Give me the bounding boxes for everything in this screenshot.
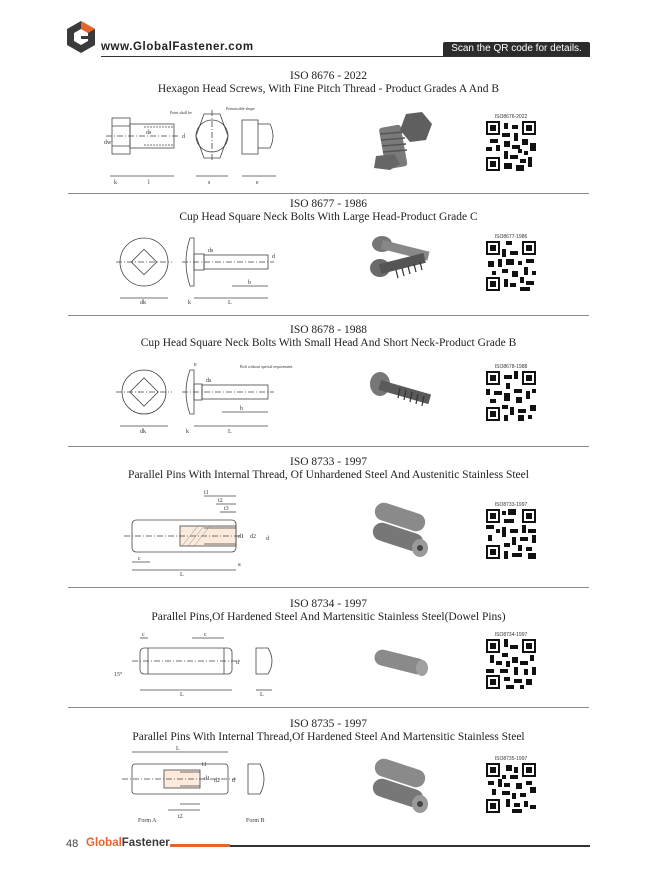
cup-head-bolt-small-photo: [366, 368, 436, 418]
section-title: Cup Head Square Neck Bolts With Large Head-Product Grade C: [179, 211, 478, 223]
section-divider: [68, 315, 589, 316]
dim-e: e: [194, 362, 197, 368]
dim-b: b: [248, 280, 251, 286]
dim-d1: d1: [238, 534, 244, 540]
section-divider: [68, 707, 589, 708]
dim-k: k: [114, 180, 117, 186]
dim-L-side: L: [260, 692, 264, 698]
note-point: Point shall be: [170, 110, 192, 115]
section-title: Parallel Pins With Internal Thread, Of Unhardened Steel And Austenitic Stainless Steel: [128, 469, 529, 481]
technical-drawing-parallel-pin-internal: [120, 490, 276, 576]
dim-d: d: [182, 134, 185, 140]
dim-c: c: [138, 556, 141, 562]
dim-c-right: c: [204, 632, 207, 638]
section-divider: [68, 587, 589, 588]
dim-d: d: [272, 254, 275, 260]
dowel-pin-photo: [368, 644, 432, 684]
section-code: ISO 8677 - 1986: [290, 198, 367, 210]
dim-t1: t1: [202, 762, 207, 768]
note-permissible: Permissible shape: [226, 106, 255, 111]
dim-t1: t1: [204, 490, 209, 496]
qr-code-iso-8733[interactable]: ISO8733-1997: [486, 502, 536, 560]
technical-drawing-cup-head-large: [112, 228, 282, 304]
footer-accent: [170, 844, 230, 847]
dim-b: b: [240, 406, 243, 412]
technical-drawing-cup-head-small: [112, 358, 293, 435]
qr-code-iso-8735[interactable]: ISO8735-1997: [486, 756, 536, 814]
dim-k: k: [186, 429, 189, 435]
cup-head-bolt-photo: [366, 232, 436, 290]
dim-ds: ds: [208, 248, 214, 254]
dim-d: d: [232, 778, 235, 784]
section-title: Parallel Pins With Internal Thread,Of Hardened Steel And Martensitic Stainless Steel: [132, 731, 525, 743]
technical-drawing-hex-screw: [100, 104, 292, 186]
dim-ds: ds: [146, 130, 152, 136]
dim-dk: dk: [140, 429, 146, 435]
qr-pattern: [486, 371, 536, 421]
qr-code-iso-8678[interactable]: ISO8678-1988: [486, 364, 536, 422]
dim-dw: dw: [104, 140, 112, 146]
dim-l: l: [148, 180, 150, 186]
qr-pattern: [486, 639, 536, 689]
global-fastener-logo: [66, 20, 96, 54]
section-code: ISO 8676 - 2022: [290, 70, 367, 82]
section-title: Hexagon Head Screws, With Fine Pitch Thread - Product Grades A And B: [157, 83, 500, 95]
qr-pattern: [486, 241, 536, 291]
website-url[interactable]: www.GlobalFastener.com: [101, 41, 254, 53]
parallel-pin-internal-photo: [366, 500, 436, 560]
section-divider: [68, 446, 589, 447]
qr-banner: Scan the QR code for details.: [443, 42, 590, 56]
dim-t3: t3: [224, 506, 229, 512]
footer-brand: [86, 837, 170, 849]
dim-L: L: [180, 692, 184, 698]
dim-L: L: [180, 572, 184, 578]
qr-pattern: [486, 509, 536, 559]
dim-s: s: [208, 180, 211, 186]
dim-e: e: [256, 180, 259, 186]
dim-d2: d2: [250, 534, 256, 540]
technical-drawing-parallel-pin-hardened: [108, 746, 284, 824]
section-code: ISO 8733 - 1997: [290, 456, 367, 468]
header-rule: [101, 56, 590, 57]
label-form-b: Form B: [246, 818, 265, 824]
qr-code-iso-8676[interactable]: ISO8676-2022: [486, 114, 536, 172]
qr-code-iso-8677[interactable]: ISO8677-1986: [486, 234, 536, 292]
dim-t2: t2: [178, 814, 183, 820]
parallel-pin-hardened-photo: [366, 756, 436, 816]
dim-a: a: [238, 562, 241, 568]
hex-screw-photo: [366, 106, 436, 172]
dim-dk: dk: [140, 300, 146, 306]
dim-ds: ds: [206, 378, 212, 384]
qr-pattern: [486, 121, 536, 171]
footer-brand-global: Global: [86, 837, 122, 849]
dim-k: k: [188, 300, 191, 306]
dim-L: L: [228, 429, 232, 435]
label-form-a: Form A: [138, 818, 157, 824]
dim-d2: d2: [214, 778, 220, 784]
page-number: 48: [66, 838, 79, 850]
dim-c: c: [142, 632, 145, 638]
footer-brand-fastener: Fastener: [121, 837, 170, 849]
dim-L: L: [176, 746, 180, 752]
section-code: ISO 8735 - 1997: [290, 718, 367, 730]
dim-d: d: [236, 660, 239, 666]
qr-code-iso-8734[interactable]: ISO8734-1997: [486, 632, 536, 690]
section-title: Cup Head Square Neck Bolts With Small Head And Short Neck-Product Grade B: [140, 337, 517, 349]
section-title: Parallel Pins,Of Hardened Steel And Martensitic Stainless Steel(Dowel Pins): [151, 611, 506, 623]
note-bolt: Bolt without special requirement: [240, 364, 293, 369]
dim-angle: 15°: [114, 672, 123, 678]
dim-d: d: [266, 536, 269, 542]
footer-rule: [170, 845, 590, 847]
section-code: ISO 8678 - 1988: [290, 324, 367, 336]
qr-pattern: [486, 763, 536, 813]
section-divider: [68, 193, 589, 194]
section-code: ISO 8734 - 1997: [290, 598, 367, 610]
dim-d1: d1: [204, 776, 210, 782]
technical-drawing-dowel-pin: [112, 632, 288, 696]
dim-t2: t2: [218, 498, 223, 504]
dim-L: L: [228, 300, 232, 306]
